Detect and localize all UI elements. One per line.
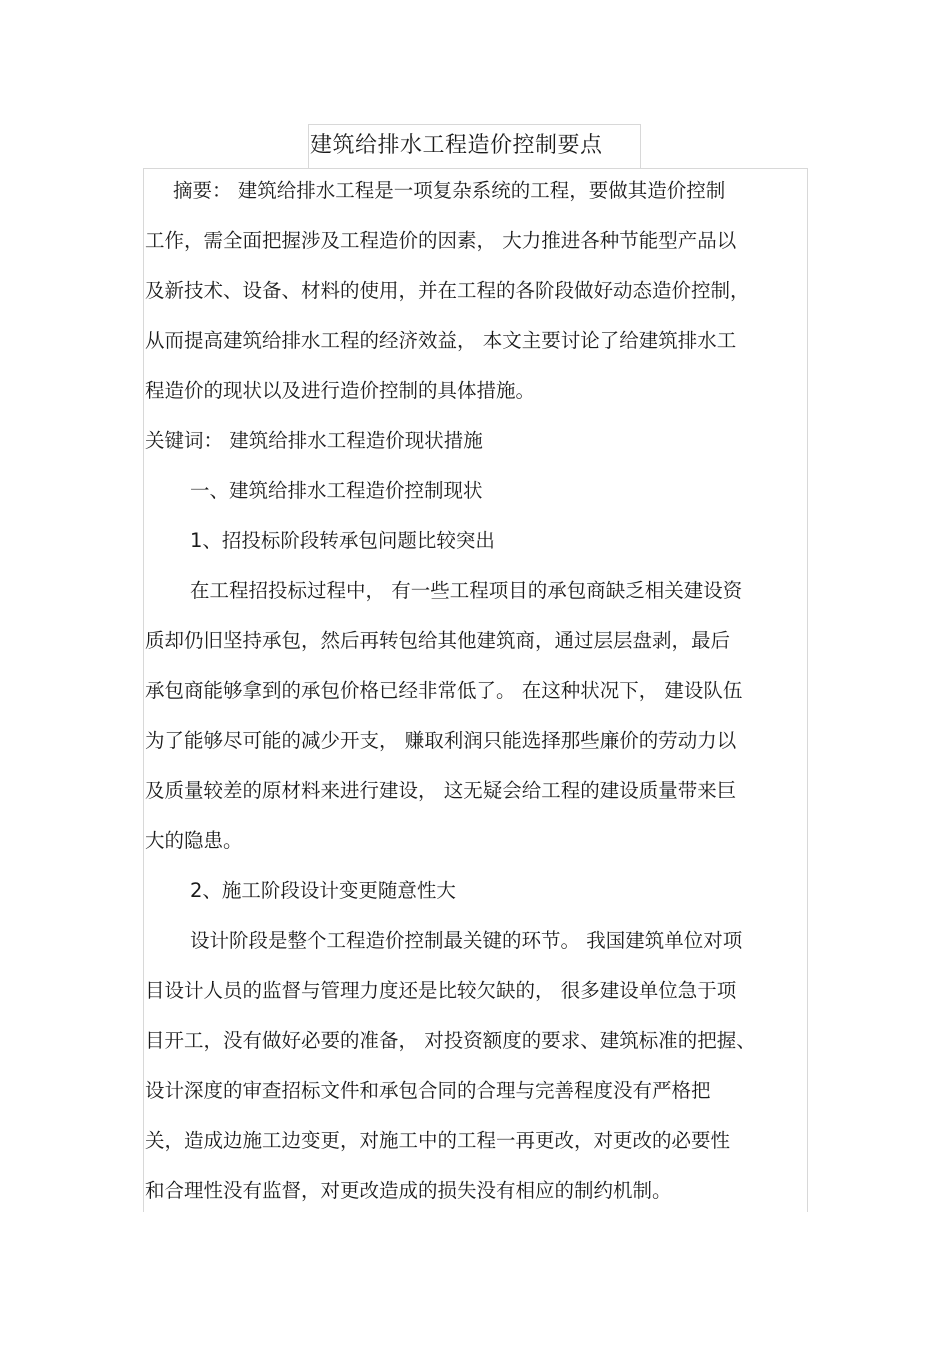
subsection-heading-2: 2、施工阶段设计变更随意性大 bbox=[190, 879, 456, 902]
paragraph-2-line-1: 设计阶段是整个工程造价控制最关键的环节。 我国建筑单位对项 bbox=[190, 929, 743, 952]
paragraph-1-line-1: 在工程招投标过程中， 有一些工程项目的承包商缺乏相关建设资 bbox=[190, 579, 743, 602]
paragraph-1-line-3: 承包商能够拿到的承包价格已经非常低了。 在这种状况下， 建设队伍 bbox=[145, 679, 743, 702]
paragraph-2-line-3: 目开工，没有做好必要的准备， 对投资额度的要求、建筑标准的把握、 bbox=[145, 1029, 756, 1052]
paragraph-1-line-4: 为了能够尽可能的减少开支， 赚取利润只能选择那些廉价的劳动力以 bbox=[145, 729, 737, 752]
abstract-line-4: 从而提高建筑给排水工程的经济效益， 本文主要讨论了给建筑排水工 bbox=[145, 329, 737, 352]
subsection-heading-1: 1、招投标阶段转承包问题比较突出 bbox=[190, 529, 495, 552]
paragraph-2-line-2: 目设计人员的监督与管理力度还是比较欠缺的， 很多建设单位急于项 bbox=[145, 979, 737, 1002]
paragraph-2-line-5: 关，造成边施工边变更，对施工中的工程一再更改，对更改的必要性 bbox=[145, 1129, 731, 1152]
paragraph-2-line-4: 设计深度的审查招标文件和承包合同的合理与完善程度没有严格把 bbox=[145, 1079, 711, 1102]
paragraph-1-line-2: 质却仍旧坚持承包，然后再转包给其他建筑商，通过层层盘剥，最后 bbox=[145, 629, 731, 652]
abstract-line-2: 工作，需全面把握涉及工程造价的因素， 大力推进各种节能型产品以 bbox=[145, 229, 737, 252]
paragraph-1-line-5: 及质量较差的原材料来进行建设， 这无疑会给工程的建设质量带来巨 bbox=[145, 779, 737, 802]
abstract-line-5: 程造价的现状以及进行造价控制的具体措施。 bbox=[145, 379, 536, 402]
keywords-line: 关键词： 建筑给排水工程造价现状措施 bbox=[145, 429, 483, 452]
paragraph-1-line-6: 大的隐患。 bbox=[145, 829, 243, 852]
section-heading-1: 一、建筑给排水工程造价控制现状 bbox=[190, 479, 483, 502]
paragraph-2-line-6: 和合理性没有监督，对更改造成的损失没有相应的制约机制。 bbox=[145, 1179, 672, 1202]
document-title: 建筑给排水工程造价控制要点 bbox=[310, 133, 603, 158]
abstract-line-1: 摘要： 建筑给排水工程是一项复杂系统的工程，要做其造价控制 bbox=[173, 179, 726, 202]
abstract-line-3: 及新技术、设备、材料的使用，并在工程的各阶段做好动态造价控制， bbox=[145, 279, 750, 302]
